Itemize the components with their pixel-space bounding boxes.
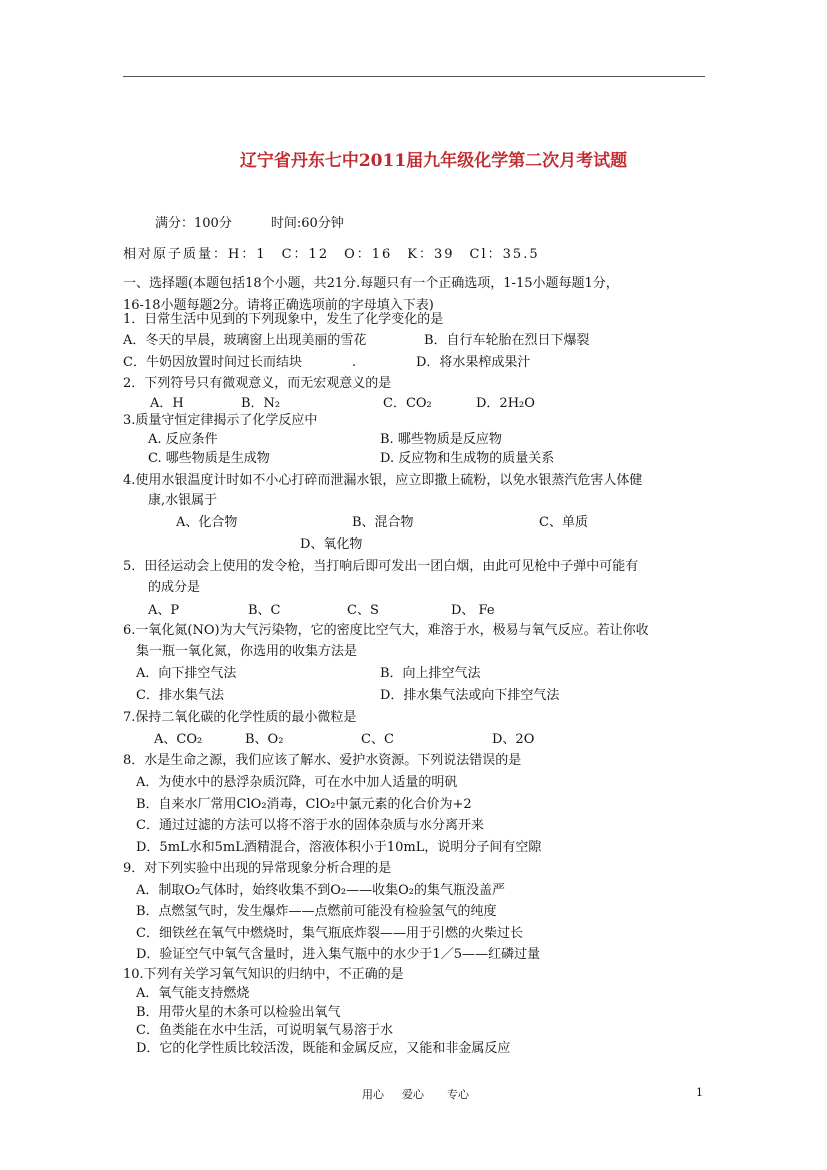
text-line: A、化合物: [176, 515, 238, 530]
text-line: D．将水果榨成果汁: [416, 355, 531, 370]
text-line: D. 反应物和生成物的质量关系: [380, 451, 555, 466]
text-line: B．N₂: [241, 396, 281, 411]
text-line: A．冬天的早晨，玻璃窗上出现美丽的雪花: [123, 333, 367, 348]
text-line: 的成分是: [148, 580, 201, 595]
text-line: C．细铁丝在氧气中燃烧时，集气瓶底炸裂——用于引燃的火柴过长: [136, 926, 523, 941]
text-line: 5．田径运动会上使用的发令枪，当打响后即可发出一团白烟，由此可见枪中子弹中可能有: [123, 559, 639, 574]
text-line: A. 反应条件: [148, 432, 218, 447]
score-time-line: 满分：100分 时间:60分钟: [155, 216, 344, 231]
footer-text-1: 用心: [362, 1088, 384, 1101]
section-heading-2: 16-18小题每题2分。请将正确选项前的字母填入下表): [123, 298, 434, 313]
text-line: C. 哪些物质是生成物: [148, 451, 270, 466]
section-heading-1: 一、选择题(本题包括18个小题，共21分.每题只有一个正确选项，1-15小题每题1分，: [123, 276, 619, 291]
text-line: A．H: [150, 396, 184, 411]
text-line: A．为使水中的悬浮杂质沉降，可在水中加人适量的明矾: [136, 775, 458, 790]
text-line: 10.下列有关学习氧气知识的归纳中，不正确的是: [123, 967, 404, 982]
header-rule: [123, 76, 705, 77]
text-line: 7.保持二氧化碳的化学性质的最小微粒是: [123, 710, 357, 725]
text-line: D．验证空气中氧气含量时，进入集气瓶中的水少于1／5——红磷过量: [136, 947, 540, 962]
text-line: 2．下列符号只有微观意义，而无宏观意义的是: [123, 376, 392, 391]
text-line: B．用带火星的木条可以检验出氧气: [136, 1005, 341, 1020]
text-line: C．CO₂: [383, 396, 432, 411]
footer-text-3: 专心: [447, 1088, 469, 1101]
text-line: C、单质: [539, 515, 588, 530]
text-line: B．自行车轮胎在烈日下爆裂: [424, 333, 590, 348]
text-line: C、C: [361, 732, 394, 747]
text-line: D、 Fe: [451, 603, 495, 618]
text-line: A．氧气能支持燃烧: [136, 986, 250, 1001]
text-line: D．它的化学性质比较活泼，既能和金属反应，又能和非金属反应: [136, 1041, 511, 1056]
text-line: 康,水银属于: [148, 493, 218, 508]
text-line: D、氧化物: [300, 537, 363, 552]
atomic-mass-line: 相对原子质量：H：1 C：12 O：16 K：39 Cl：35.5: [123, 247, 540, 262]
text-line: B．自来水厂常用ClO₂消毒，ClO₂中氯元素的化合价为+2: [136, 797, 472, 812]
text-line: 1．日常生活中见到的下列现象中，发生了化学变化的是: [123, 312, 444, 327]
text-line: A、P: [148, 603, 180, 618]
page-title: 辽宁省丹东七中2011届九年级化学第二次月考试题: [239, 151, 628, 171]
text-line: C．通过过滤的方法可以将不溶于水的固体杂质与水分离开来: [136, 818, 484, 833]
text-line: D．5mL水和5mL酒精混合，溶液体积小于10mL，说明分子间有空隙: [136, 840, 542, 855]
text-line: 6.一氧化氮(NO)为大气污染物，它的密度比空气大，难溶于水，极易与氧气反应。若让你收: [123, 623, 649, 638]
text-line: A．制取O₂气体时，始终收集不到O₂——收集O₂的集气瓶没盖严: [136, 883, 505, 898]
text-line: B、混合物: [352, 515, 414, 530]
text-line: D、2O: [492, 732, 535, 747]
text-line: B. 哪些物质是反应物: [380, 432, 502, 447]
text-line: B、C: [248, 603, 281, 618]
text-line: C．排水集气法: [136, 688, 224, 703]
text-line: 4.使用水银温度计时如不小心打碎而泄漏水银，应立即撒上硫粉，以免水银蒸汽危害人体健: [123, 473, 643, 488]
text-line: D．排水集气法或向下排空气法: [380, 688, 560, 703]
text-line: .: [352, 355, 357, 370]
text-line: A、CO₂: [154, 732, 203, 747]
text-line: B．向上排空气法: [380, 666, 481, 681]
text-line: 集一瓶一氧化氮，你选用的收集方法是: [136, 644, 358, 659]
page-number: 1: [696, 1086, 703, 1099]
footer-text-2: 爱心: [402, 1088, 424, 1101]
text-line: 8．水是生命之源，我们应该了解水、爱护水资源。下列说法错误的是: [123, 753, 522, 768]
text-line: 3.质量守恒定律揭示了化学反应中: [123, 413, 318, 428]
text-line: C．牛奶因放置时间过长而结块: [123, 355, 302, 370]
text-line: B、O₂: [245, 732, 284, 747]
text-line: C、S: [347, 603, 379, 618]
text-line: 9．对下列实验中出现的异常现象分析合理的是: [123, 861, 392, 876]
text-line: A．向下排空气法: [136, 666, 237, 681]
text-line: D．2H₂O: [476, 396, 535, 411]
text-line: C．鱼类能在水中生活，可说明氧气易溶于水: [136, 1023, 393, 1038]
text-line: B．点燃氢气时，发生爆炸——点燃前可能没有检验氢气的纯度: [136, 904, 497, 919]
